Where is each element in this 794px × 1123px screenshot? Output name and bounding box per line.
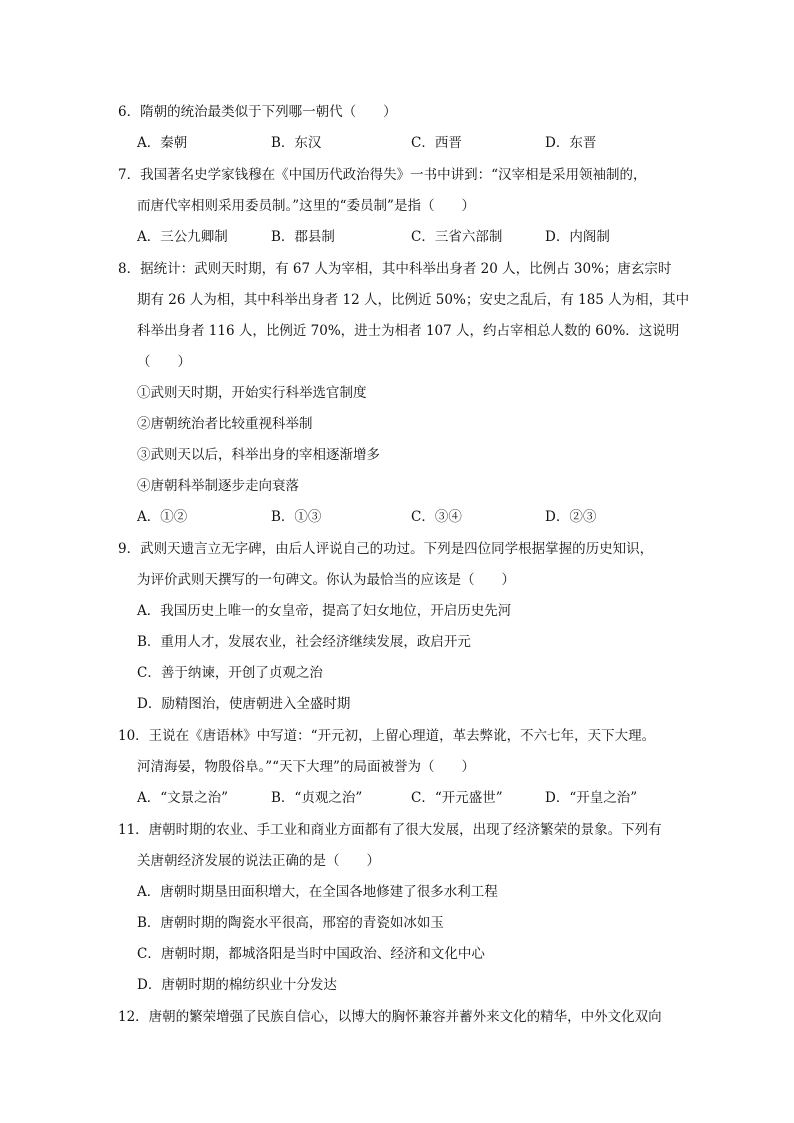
- question-8-stem-line-1: 8．据统计：武则天时期，有 67 人为宰相，其中科举出身者 20 人，比例占 30%；唐玄宗时: [118, 261, 672, 277]
- question-7-option-b: B．郡县制: [271, 229, 335, 245]
- question-7-option-c: C．三省六部制: [411, 229, 503, 245]
- question-8-option-d: D．②③: [545, 509, 597, 525]
- question-10-stem-line-1: 10．王说在《唐语林》中写道：“开元初，上留心理道，革去弊讹，不六七年，天下大理。: [118, 728, 656, 744]
- question-11-stem-line-2: 关唐朝经济发展的说法正确的是（ ）: [137, 853, 380, 869]
- question-11-option-c: C．唐朝时期，都城洛阳是当时中国政治、经济和文化中心: [137, 946, 485, 962]
- question-8-stem-line-2: 期有 26 人为相，其中科举出身者 12 人，比例近 50%；安史之乱后，有 185 人为相，其中: [137, 292, 690, 308]
- question-9-stem-line-2: 为评价武则天撰写的一句碑文。你认为最恰当的应该是（ ）: [137, 572, 515, 588]
- question-8-stem-line-4: （ ）: [137, 354, 191, 370]
- question-8-option-b: B．①③: [271, 509, 322, 525]
- question-11-option-a: A．唐朝时期垦田面积增大，在全国各地修建了很多水利工程: [137, 884, 498, 900]
- question-10-option-b: B．“贞观之治”: [271, 790, 363, 806]
- question-8-stem-line-3: 科举出身者 116 人，比例近 70%，进士为相者 107 人，约占宰相总人数的 60%．这说明: [137, 323, 680, 339]
- question-7-option-a: A．三公九卿制: [137, 229, 228, 245]
- question-9-option-b: B．重用人才，发展农业，社会经济继续发展，政启开元: [137, 634, 471, 650]
- question-7-option-d: D．内阁制: [545, 229, 610, 245]
- question-10-option-d: D．“开皇之治”: [545, 790, 638, 806]
- question-8-statement-3: ③武则天以后，科举出身的宰相逐渐增多: [137, 447, 380, 463]
- question-8-statement-2: ②唐朝统治者比较重视科举制: [137, 416, 313, 432]
- question-6-stem: 6．隋朝的统治最类似于下列哪一朝代（ ）: [118, 104, 397, 120]
- question-9-option-a: A．我国历史上唯一的女皇帝，提高了妇女地位，开启历史先河: [137, 603, 512, 619]
- question-8-option-a: A．①②: [137, 509, 188, 525]
- question-10-stem-line-2: 河清海晏，物殷俗阜。”“天下大理”的局面被誉为（ ）: [137, 759, 475, 775]
- question-7-stem-line-1: 7．我国著名史学家钱穆在《中国历代政治得失》一书中讲到：“汉宰相是采用领袖制的，: [118, 167, 647, 183]
- question-8-statement-4: ④唐朝科举制逐步走向衰落: [137, 478, 299, 494]
- question-6-options: [137, 133, 697, 153]
- question-9-option-d: D．励精图治，使唐朝进入全盛时期: [137, 696, 351, 712]
- question-10-option-c: C．“开元盛世”: [411, 790, 503, 806]
- question-7-stem-line-2: 而唐代宰相则采用委员制。”这里的“委员制”是指（ ）: [137, 198, 475, 214]
- question-8-option-c: C．③④: [411, 509, 462, 525]
- question-10-option-a: A．“文景之治”: [137, 790, 229, 806]
- question-6-option-c: C．西晋: [411, 135, 462, 151]
- question-8-options: [137, 507, 697, 527]
- question-6-option-d: D．东晋: [545, 135, 597, 151]
- question-6-option-b: B．东汉: [271, 135, 322, 151]
- question-7-options: [137, 227, 697, 247]
- question-8-statement-1: ①武则天时期，开始实行科举选官制度: [137, 385, 367, 401]
- question-6-option-a: A．秦朝: [137, 135, 188, 151]
- question-11-stem-line-1: 11．唐朝时期的农业、手工业和商业方面都有了很大发展，出现了经济繁荣的景象。下列有: [118, 822, 662, 838]
- question-12-stem-line-1: 12．唐朝的繁荣增强了民族自信心，以博大的胸怀兼容并蓄外来文化的精华，中外文化双向: [118, 1009, 662, 1025]
- question-11-option-b: B．唐朝时期的陶瓷水平很高，邢窑的青瓷如冰如玉: [137, 915, 444, 931]
- question-9-stem-line-1: 9．武则天遗言立无字碑，由后人评说自己的功过。下列是四位同学根据掌握的历史知识，: [118, 541, 654, 557]
- question-11-option-d: D．唐朝时期的棉纺织业十分发达: [137, 977, 337, 993]
- question-10-options: [137, 788, 697, 808]
- question-9-option-c: C．善于纳谏，开创了贞观之治: [137, 665, 323, 681]
